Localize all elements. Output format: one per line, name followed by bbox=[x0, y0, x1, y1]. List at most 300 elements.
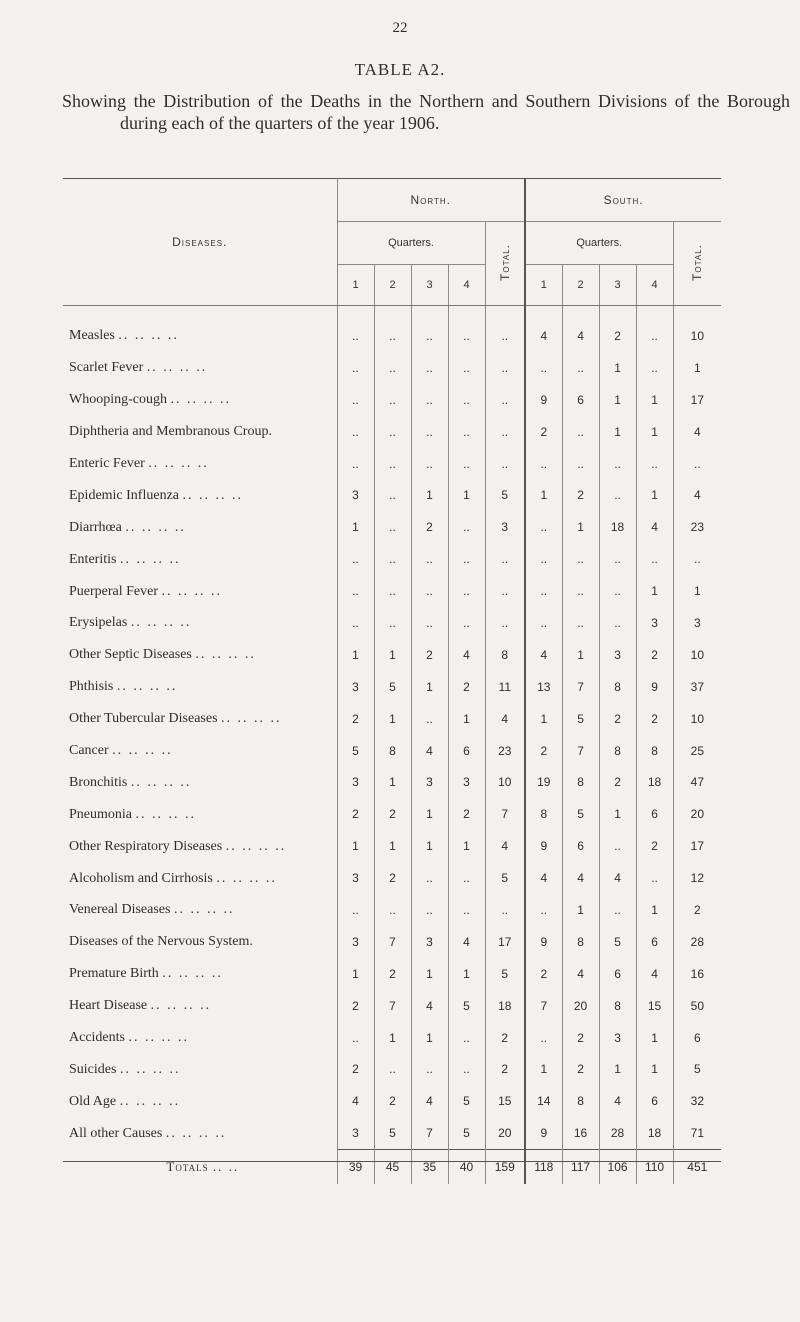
south-q4-cell: .. bbox=[636, 306, 673, 352]
south-total-cell: 1 bbox=[673, 575, 721, 607]
disease-name bbox=[63, 479, 337, 511]
south-q2-cell: 4 bbox=[562, 958, 599, 990]
north-q1-cell: 3 bbox=[337, 671, 374, 703]
north-q3-cell: 1 bbox=[411, 958, 448, 990]
south-q3-cell: .. bbox=[599, 543, 636, 575]
table-row bbox=[63, 575, 721, 607]
disease-name bbox=[63, 766, 337, 798]
total-north-q1-cell: 39 bbox=[337, 1150, 374, 1185]
south-total-cell: 1 bbox=[673, 352, 721, 384]
disease-name bbox=[63, 862, 337, 894]
north-q1-cell: .. bbox=[337, 894, 374, 926]
table-row bbox=[63, 671, 721, 703]
north-q3-cell: 4 bbox=[411, 1085, 448, 1117]
north-total-cell: 3 bbox=[485, 511, 525, 543]
table-row bbox=[63, 306, 721, 352]
south-q2-cell: 7 bbox=[562, 735, 599, 767]
south-q3-header: 3 bbox=[599, 265, 636, 306]
south-q4-cell: 1 bbox=[636, 384, 673, 416]
table-row bbox=[63, 990, 721, 1022]
table-row bbox=[63, 448, 721, 480]
north-q3-cell: 3 bbox=[411, 926, 448, 958]
south-total-cell: 10 bbox=[673, 306, 721, 352]
north-q4-cell: .. bbox=[448, 1053, 485, 1085]
south-total-cell: 50 bbox=[673, 990, 721, 1022]
disease-name bbox=[63, 416, 337, 448]
north-q2-cell: 1 bbox=[374, 1022, 411, 1054]
table-row bbox=[63, 543, 721, 575]
north-total-cell: .. bbox=[485, 607, 525, 639]
leader-dots: .. .. .. .. bbox=[146, 360, 208, 376]
south-q2-cell: 2 bbox=[562, 1053, 599, 1085]
south-total-cell: 5 bbox=[673, 1053, 721, 1085]
north-q3-cell: .. bbox=[411, 416, 448, 448]
north-total-cell: 10 bbox=[485, 766, 525, 798]
north-q3-cell: .. bbox=[411, 352, 448, 384]
table-row bbox=[63, 511, 721, 543]
south-q2-cell: .. bbox=[562, 352, 599, 384]
leader-dots: .. .. .. .. bbox=[221, 711, 282, 727]
north-q4-header: 4 bbox=[448, 265, 485, 306]
leader-dots: .. .. .. .. bbox=[116, 679, 178, 695]
south-q1-cell: 4 bbox=[525, 306, 562, 352]
north-total-cell: .. bbox=[485, 575, 525, 607]
leader-dots: .. .. .. .. bbox=[161, 583, 223, 599]
north-q2-cell: 5 bbox=[374, 1117, 411, 1149]
north-total-cell: 2 bbox=[485, 1053, 525, 1085]
north-q4-cell: 1 bbox=[448, 830, 485, 862]
south-q4-cell: 1 bbox=[636, 1022, 673, 1054]
south-q3-cell: 2 bbox=[599, 766, 636, 798]
south-q1-cell: .. bbox=[525, 607, 562, 639]
south-q4-cell: 3 bbox=[636, 607, 673, 639]
north-q4-cell: .. bbox=[448, 306, 485, 352]
south-q2-cell: 8 bbox=[562, 926, 599, 958]
south-q1-cell: 14 bbox=[525, 1085, 562, 1117]
north-total-cell: .. bbox=[485, 384, 525, 416]
north-q2-cell: 2 bbox=[374, 798, 411, 830]
north-q4-cell: .. bbox=[448, 511, 485, 543]
leader-dots: .. .. .. .. bbox=[150, 998, 212, 1014]
south-q3-cell: 4 bbox=[599, 1085, 636, 1117]
south-q2-cell: 5 bbox=[562, 703, 599, 735]
south-total-cell: 17 bbox=[673, 830, 721, 862]
north-q3-cell: 1 bbox=[411, 798, 448, 830]
north-q1-cell: 3 bbox=[337, 926, 374, 958]
north-q3-cell: 4 bbox=[411, 990, 448, 1022]
disease-label: Erysipelas bbox=[69, 615, 128, 631]
north-q3-cell: 3 bbox=[411, 766, 448, 798]
north-q3-cell: .. bbox=[411, 575, 448, 607]
total-north-q3-cell: 35 bbox=[411, 1150, 448, 1185]
south-q3-cell: 1 bbox=[599, 798, 636, 830]
south-q2-cell: 20 bbox=[562, 990, 599, 1022]
north-q2-cell: 7 bbox=[374, 990, 411, 1022]
north-q2-cell: .. bbox=[374, 479, 411, 511]
leader-dots: .. .. .. .. bbox=[119, 551, 181, 567]
page-number: 22 bbox=[392, 20, 408, 36]
north-q1-cell: .. bbox=[337, 607, 374, 639]
table-row bbox=[63, 416, 721, 448]
south-total-cell: 32 bbox=[673, 1085, 721, 1117]
south-total-cell: 20 bbox=[673, 798, 721, 830]
south-q2-cell: .. bbox=[562, 416, 599, 448]
south-q4-cell: 1 bbox=[636, 575, 673, 607]
north-q1-cell: 3 bbox=[337, 862, 374, 894]
deaths-distribution-table bbox=[63, 178, 721, 1184]
south-total-cell: 47 bbox=[673, 766, 721, 798]
north-total-label: Total. bbox=[497, 243, 512, 281]
north-q4-cell: 2 bbox=[448, 798, 485, 830]
total-south-q4-cell: 110 bbox=[636, 1150, 673, 1185]
leader-dots: .. .. .. .. bbox=[162, 966, 223, 982]
leader-dots: .. .. .. .. bbox=[165, 1125, 227, 1141]
leader-dots: .. .. .. .. bbox=[148, 456, 209, 471]
north-q3-cell: 1 bbox=[411, 1022, 448, 1054]
north-total-cell: .. bbox=[485, 416, 525, 448]
south-q1-cell: 1 bbox=[525, 703, 562, 735]
bottom-rule bbox=[63, 1161, 721, 1162]
north-total-cell: 2 bbox=[485, 1022, 525, 1054]
south-q2-cell: 1 bbox=[562, 511, 599, 543]
south-q1-cell: 13 bbox=[525, 671, 562, 703]
north-q1-cell: 1 bbox=[337, 958, 374, 990]
table-row bbox=[63, 894, 721, 926]
north-q2-cell: .. bbox=[374, 352, 411, 384]
north-q2-cell: .. bbox=[374, 511, 411, 543]
north-q2-cell: 1 bbox=[374, 830, 411, 862]
north-total-cell: 7 bbox=[485, 798, 525, 830]
north-q3-cell: .. bbox=[411, 607, 448, 639]
north-q4-cell: .. bbox=[448, 448, 485, 480]
north-q3-cell: 1 bbox=[411, 671, 448, 703]
north-q1-cell: .. bbox=[337, 1022, 374, 1054]
disease-name bbox=[63, 1085, 337, 1117]
north-q1-cell: .. bbox=[337, 448, 374, 480]
south-q1-cell: .. bbox=[525, 1022, 562, 1054]
north-q4-cell: 6 bbox=[448, 735, 485, 767]
north-q2-cell: .. bbox=[374, 1053, 411, 1085]
north-total-cell: 4 bbox=[485, 830, 525, 862]
north-q3-cell: .. bbox=[411, 703, 448, 735]
disease-label: Diphtheria and Membranous Croup. bbox=[69, 424, 272, 440]
south-total-cell: 71 bbox=[673, 1117, 721, 1149]
disease-label: Whooping-cough bbox=[69, 392, 167, 408]
north-q2-header: 2 bbox=[374, 265, 411, 306]
disease-label: Scarlet Fever bbox=[69, 360, 144, 376]
north-total-header bbox=[485, 222, 525, 306]
disease-label: Cancer bbox=[69, 743, 109, 759]
south-q4-cell: 6 bbox=[636, 1085, 673, 1117]
leader-dots: .. .. .. .. bbox=[118, 328, 179, 344]
north-q4-cell: 1 bbox=[448, 703, 485, 735]
north-q2-cell: .. bbox=[374, 416, 411, 448]
disease-name bbox=[63, 448, 337, 480]
disease-name bbox=[63, 1022, 337, 1054]
north-total-cell: 8 bbox=[485, 639, 525, 671]
north-q2-cell: .. bbox=[374, 543, 411, 575]
disease-name bbox=[63, 384, 337, 416]
disease-label: Old Age bbox=[69, 1093, 117, 1109]
south-q4-cell: 1 bbox=[636, 894, 673, 926]
north-q4-cell: .. bbox=[448, 575, 485, 607]
south-q2-cell: 8 bbox=[562, 1085, 599, 1117]
south-total-cell: 6 bbox=[673, 1022, 721, 1054]
leader-dots: .. .. .. .. bbox=[216, 870, 277, 886]
north-header: North. bbox=[337, 179, 525, 222]
total-north-q4-cell: 40 bbox=[448, 1150, 485, 1185]
south-q4-cell: 2 bbox=[636, 830, 673, 862]
disease-label: Other Tubercular Diseases bbox=[69, 711, 218, 727]
north-q4-cell: 3 bbox=[448, 766, 485, 798]
disease-label: Venereal Diseases bbox=[69, 902, 171, 918]
north-total-cell: .. bbox=[485, 352, 525, 384]
south-q1-cell: 4 bbox=[525, 639, 562, 671]
disease-label: Epidemic Influenza bbox=[69, 487, 180, 503]
table-row bbox=[63, 1117, 721, 1149]
disease-label: Diseases of the Nervous System. bbox=[69, 934, 253, 950]
north-q2-cell: 1 bbox=[374, 703, 411, 735]
south-q4-cell: 2 bbox=[636, 639, 673, 671]
south-q4-cell: 2 bbox=[636, 703, 673, 735]
totals-label-cell bbox=[63, 1150, 337, 1185]
disease-name bbox=[63, 735, 337, 767]
disease-name bbox=[63, 575, 337, 607]
north-total-cell: 5 bbox=[485, 958, 525, 990]
table-row bbox=[63, 479, 721, 511]
north-q4-cell: .. bbox=[448, 384, 485, 416]
south-q4-cell: 1 bbox=[636, 416, 673, 448]
south-q3-cell: 5 bbox=[599, 926, 636, 958]
south-q2-cell: 16 bbox=[562, 1117, 599, 1149]
table-row bbox=[63, 607, 721, 639]
leader-dots: .. .. .. .. bbox=[125, 519, 186, 535]
south-q2-cell: 1 bbox=[562, 639, 599, 671]
south-total-cell: 17 bbox=[673, 384, 721, 416]
south-q2-cell: .. bbox=[562, 543, 599, 575]
north-q2-cell: .. bbox=[374, 894, 411, 926]
north-q3-cell: 7 bbox=[411, 1117, 448, 1149]
south-q3-cell: 1 bbox=[599, 352, 636, 384]
disease-name bbox=[63, 958, 337, 990]
table-caption: Showing the Distribution of the Deaths in the Northern and Southern Divisions of the Borough during each of the quarters of the year 1906. bbox=[62, 91, 790, 133]
table-row bbox=[63, 703, 721, 735]
south-q1-header: 1 bbox=[525, 265, 562, 306]
south-q2-cell: .. bbox=[562, 575, 599, 607]
leader-dots: .. .. .. .. bbox=[128, 1030, 189, 1046]
table-row bbox=[63, 384, 721, 416]
south-q3-cell: 2 bbox=[599, 703, 636, 735]
south-header: South. bbox=[525, 179, 721, 222]
south-q1-cell: 9 bbox=[525, 1117, 562, 1149]
south-q3-cell: .. bbox=[599, 575, 636, 607]
south-total-cell: 2 bbox=[673, 894, 721, 926]
table-row bbox=[63, 798, 721, 830]
disease-name bbox=[63, 607, 337, 639]
south-q3-cell: 6 bbox=[599, 958, 636, 990]
north-q3-cell: .. bbox=[411, 862, 448, 894]
south-q2-cell: 6 bbox=[562, 830, 599, 862]
south-q1-cell: 2 bbox=[525, 416, 562, 448]
disease-label: Accidents bbox=[69, 1030, 125, 1046]
south-q1-cell: .. bbox=[525, 448, 562, 480]
leader-dots: .. .. .. .. bbox=[225, 838, 287, 854]
north-total-cell: .. bbox=[485, 306, 525, 352]
south-q4-cell: 18 bbox=[636, 1117, 673, 1149]
disease-label: Other Septic Diseases bbox=[69, 647, 192, 663]
south-q2-cell: .. bbox=[562, 448, 599, 480]
disease-name bbox=[63, 639, 337, 671]
north-q1-cell: 3 bbox=[337, 766, 374, 798]
table-row bbox=[63, 1022, 721, 1054]
south-q1-cell: 1 bbox=[525, 479, 562, 511]
disease-label: Puerperal Fever bbox=[69, 583, 159, 599]
north-q1-cell: .. bbox=[337, 352, 374, 384]
north-q2-cell: .. bbox=[374, 607, 411, 639]
disease-name bbox=[63, 671, 337, 703]
north-q1-cell: 1 bbox=[337, 511, 374, 543]
north-q1-cell: 1 bbox=[337, 639, 374, 671]
south-q2-cell: 5 bbox=[562, 798, 599, 830]
north-q2-cell: 5 bbox=[374, 671, 411, 703]
north-q3-cell: 1 bbox=[411, 830, 448, 862]
south-q1-cell: .. bbox=[525, 894, 562, 926]
total-south-q3-cell: 106 bbox=[599, 1150, 636, 1185]
north-q4-cell: .. bbox=[448, 607, 485, 639]
south-q3-cell: .. bbox=[599, 830, 636, 862]
south-q4-cell: 1 bbox=[636, 1053, 673, 1085]
north-q3-cell: .. bbox=[411, 306, 448, 352]
total-south-q2-cell: 117 bbox=[562, 1150, 599, 1185]
south-q2-cell: .. bbox=[562, 607, 599, 639]
north-total-cell: 20 bbox=[485, 1117, 525, 1149]
south-q3-cell: 18 bbox=[599, 511, 636, 543]
south-q4-cell: .. bbox=[636, 448, 673, 480]
south-q3-cell: .. bbox=[599, 607, 636, 639]
south-q2-header: 2 bbox=[562, 265, 599, 306]
south-q4-cell: 6 bbox=[636, 798, 673, 830]
south-q3-cell: 1 bbox=[599, 1053, 636, 1085]
south-quarters-header: Quarters. bbox=[525, 222, 673, 265]
diseases-header: Diseases. bbox=[63, 179, 337, 306]
south-q1-cell: 9 bbox=[525, 926, 562, 958]
north-q1-cell: .. bbox=[337, 543, 374, 575]
south-q1-cell: 9 bbox=[525, 384, 562, 416]
south-q1-cell: 1 bbox=[525, 1053, 562, 1085]
south-total-cell: 16 bbox=[673, 958, 721, 990]
south-total-label: Total. bbox=[690, 243, 705, 281]
north-q2-cell: 2 bbox=[374, 862, 411, 894]
disease-name bbox=[63, 990, 337, 1022]
disease-name bbox=[63, 1117, 337, 1149]
north-quarters-header: Quarters. bbox=[337, 222, 485, 265]
south-q3-cell: 2 bbox=[599, 306, 636, 352]
north-q4-cell: 5 bbox=[448, 990, 485, 1022]
north-q1-cell: 2 bbox=[337, 703, 374, 735]
leader-dots: .. .. .. .. bbox=[112, 743, 173, 759]
table-row bbox=[63, 1053, 721, 1085]
north-total-cell: 15 bbox=[485, 1085, 525, 1117]
south-q1-cell: 8 bbox=[525, 798, 562, 830]
leader-dots: .. .. .. .. bbox=[170, 392, 231, 408]
leader-dots: .. .. .. .. bbox=[130, 615, 192, 631]
south-q4-cell: .. bbox=[636, 543, 673, 575]
disease-label: Premature Birth bbox=[69, 966, 159, 982]
south-q3-cell: .. bbox=[599, 479, 636, 511]
north-q2-cell: 2 bbox=[374, 1085, 411, 1117]
south-total-cell: 10 bbox=[673, 703, 721, 735]
south-total-cell: 28 bbox=[673, 926, 721, 958]
disease-label: Enteritis bbox=[69, 551, 117, 567]
north-q4-cell: .. bbox=[448, 416, 485, 448]
south-total-cell: 4 bbox=[673, 479, 721, 511]
south-q2-cell: 6 bbox=[562, 384, 599, 416]
south-q4-cell: 15 bbox=[636, 990, 673, 1022]
north-q2-cell: .. bbox=[374, 448, 411, 480]
north-q4-cell: 5 bbox=[448, 1117, 485, 1149]
north-q4-cell: 1 bbox=[448, 479, 485, 511]
south-q4-cell: 8 bbox=[636, 735, 673, 767]
disease-name bbox=[63, 926, 337, 958]
south-q4-cell: 9 bbox=[636, 671, 673, 703]
south-q3-cell: 4 bbox=[599, 862, 636, 894]
disease-label: Suicides bbox=[69, 1061, 117, 1077]
disease-name bbox=[63, 798, 337, 830]
north-q1-cell: 4 bbox=[337, 1085, 374, 1117]
total-north-total-cell: 159 bbox=[485, 1150, 525, 1185]
south-q3-cell: 8 bbox=[599, 671, 636, 703]
north-q4-cell: 4 bbox=[448, 639, 485, 671]
north-q2-cell: 8 bbox=[374, 735, 411, 767]
south-q1-cell: 2 bbox=[525, 958, 562, 990]
north-total-cell: 23 bbox=[485, 735, 525, 767]
south-q3-cell: .. bbox=[599, 894, 636, 926]
south-q4-cell: .. bbox=[636, 862, 673, 894]
north-total-cell: 5 bbox=[485, 479, 525, 511]
disease-label: Measles bbox=[69, 328, 115, 344]
south-q1-cell: 9 bbox=[525, 830, 562, 862]
north-q3-header: 3 bbox=[411, 265, 448, 306]
disease-name bbox=[63, 894, 337, 926]
disease-label: Phthisis bbox=[69, 679, 114, 695]
north-q3-cell: .. bbox=[411, 384, 448, 416]
south-q2-cell: 4 bbox=[562, 306, 599, 352]
totals-row bbox=[63, 1150, 721, 1185]
north-q1-cell: .. bbox=[337, 416, 374, 448]
north-q4-cell: .. bbox=[448, 1022, 485, 1054]
table-row bbox=[63, 639, 721, 671]
south-total-cell: .. bbox=[673, 543, 721, 575]
south-q4-cell: 18 bbox=[636, 766, 673, 798]
north-total-cell: .. bbox=[485, 894, 525, 926]
south-q3-cell: .. bbox=[599, 448, 636, 480]
south-q1-cell: 4 bbox=[525, 862, 562, 894]
north-q2-cell: .. bbox=[374, 575, 411, 607]
table-row bbox=[63, 958, 721, 990]
south-q4-cell: 4 bbox=[636, 511, 673, 543]
north-total-cell: .. bbox=[485, 543, 525, 575]
north-q1-cell: 5 bbox=[337, 735, 374, 767]
table-body bbox=[63, 306, 721, 1185]
leader-dots: .. .. bbox=[212, 1159, 240, 1175]
table-row bbox=[63, 1085, 721, 1117]
disease-label: Pneumonia bbox=[69, 806, 132, 822]
south-q3-cell: 3 bbox=[599, 1022, 636, 1054]
north-q3-cell: .. bbox=[411, 894, 448, 926]
south-q2-cell: 2 bbox=[562, 1022, 599, 1054]
north-q4-cell: .. bbox=[448, 894, 485, 926]
south-q2-cell: 2 bbox=[562, 479, 599, 511]
